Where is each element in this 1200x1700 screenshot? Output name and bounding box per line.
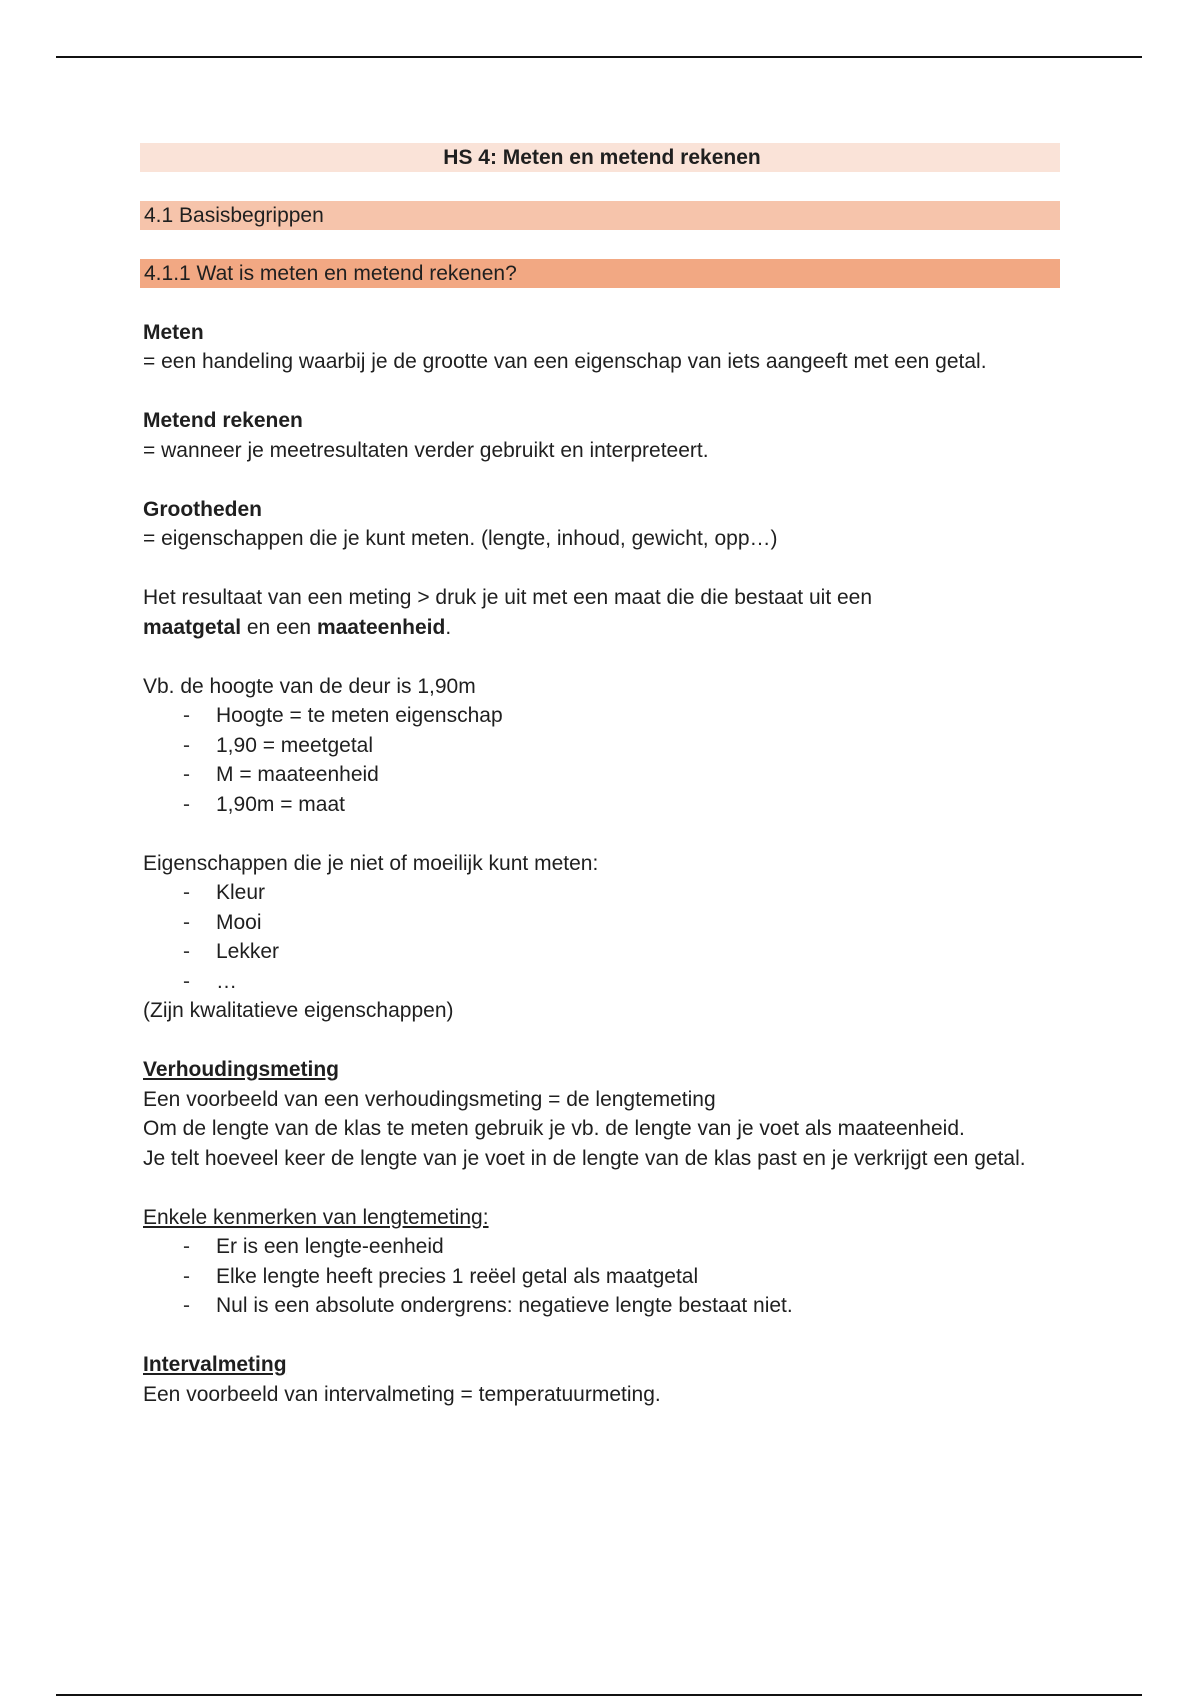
metend-rekenen-term: Metend rekenen (143, 409, 303, 432)
bottom-rule (56, 1694, 1142, 1696)
kenmerken-block (140, 1203, 1060, 1321)
verhoudingsmeting-line-2: Om de lengte van de klas te meten gebruik je vb. de lengte van je voet als maateenheid. (143, 1117, 965, 1140)
document-body (140, 143, 1060, 1409)
top-rule (56, 56, 1142, 58)
grootheden-block (140, 495, 1060, 554)
list-item: - 1,90m = maat (143, 790, 1060, 820)
metend-rekenen-definition: = wanneer je meetresultaten verder gebruikt en interpreteert. (143, 438, 709, 462)
verhoudingsmeting-term: Verhoudingsmeting (143, 1058, 340, 1081)
list-item: - … (143, 967, 1060, 997)
list-item: - Mooi (143, 908, 1060, 938)
list-item: - Hoogte = te meten eigenschap (143, 701, 1060, 731)
list-item: - Er is een lengte-eenheid (143, 1232, 1060, 1262)
resultaat-paragraph (143, 583, 1060, 642)
intervalmeting-term: Intervalmeting (143, 1353, 287, 1376)
voorbeeld-list (143, 701, 1060, 819)
maateenheid-term: maateenheid (316, 615, 446, 639)
verhoudingsmeting-line-1: Een voorbeeld van een verhoudingsmeting = de lengtemeting (143, 1087, 716, 1111)
niet-meetbaar-list (143, 878, 1060, 996)
verhoudingsmeting-block (140, 1055, 1060, 1173)
resultaat-text-3: . (445, 615, 452, 639)
voorbeeld-intro: Vb. de hoogte van de deur is 1,90m (143, 674, 476, 698)
list-item: - Kleur (143, 878, 1060, 908)
meten-term: Meten (143, 320, 204, 344)
subsection-heading: 4.1.1 Wat is meten en metend rekenen? (140, 259, 1060, 288)
voorbeeld-block (140, 672, 1060, 820)
intervalmeting-block (140, 1350, 1060, 1409)
list-item: - Nul is een absolute ondergrens: negatieve lengte bestaat niet. (143, 1291, 1060, 1321)
grootheden-term: Grootheden (143, 497, 262, 521)
grootheden-definition: = eigenschappen die je kunt meten. (lengte, inhoud, gewicht, opp…) (143, 527, 778, 550)
resultaat-text-2: en een (241, 615, 317, 639)
niet-meetbaar-intro: Eigenschappen die je niet of moeilijk kunt meten: (143, 851, 599, 875)
list-item: - 1,90 = meetgetal (143, 731, 1060, 761)
niet-meetbaar-block (140, 849, 1060, 1026)
intervalmeting-line-1: Een voorbeeld van intervalmeting = temperatuurmeting. (143, 1382, 661, 1406)
resultaat-text-1: Het resultaat van een meting > druk je uit met een maat die die bestaat uit een (143, 586, 873, 609)
meten-block (140, 318, 1060, 377)
kenmerken-heading: Enkele kenmerken van lengtemeting: (143, 1205, 489, 1229)
niet-meetbaar-note: (Zijn kwalitatieve eigenschappen) (143, 999, 454, 1022)
list-item: - Lekker (143, 937, 1060, 967)
list-item: - Elke lengte heeft precies 1 reëel getal als maatgetal (143, 1262, 1060, 1292)
maatgetal-term: maatgetal (143, 615, 242, 639)
resultaat-block (140, 583, 1060, 642)
section-heading: 4.1 Basisbegrippen (140, 201, 1060, 230)
metend-rekenen-block (140, 406, 1060, 465)
verhoudingsmeting-line-3: Je telt hoeveel keer de lengte van je voet in de lengte van de klas past en je verkrijgt een getal. (143, 1146, 1026, 1170)
meten-definition: = een handeling waarbij je de grootte van een eigenschap van iets aangeeft met een getal. (143, 350, 987, 373)
page-title: HS 4: Meten en metend rekenen (140, 143, 1060, 172)
kenmerken-list (143, 1232, 1060, 1321)
list-item: - M = maateenheid (143, 760, 1060, 790)
